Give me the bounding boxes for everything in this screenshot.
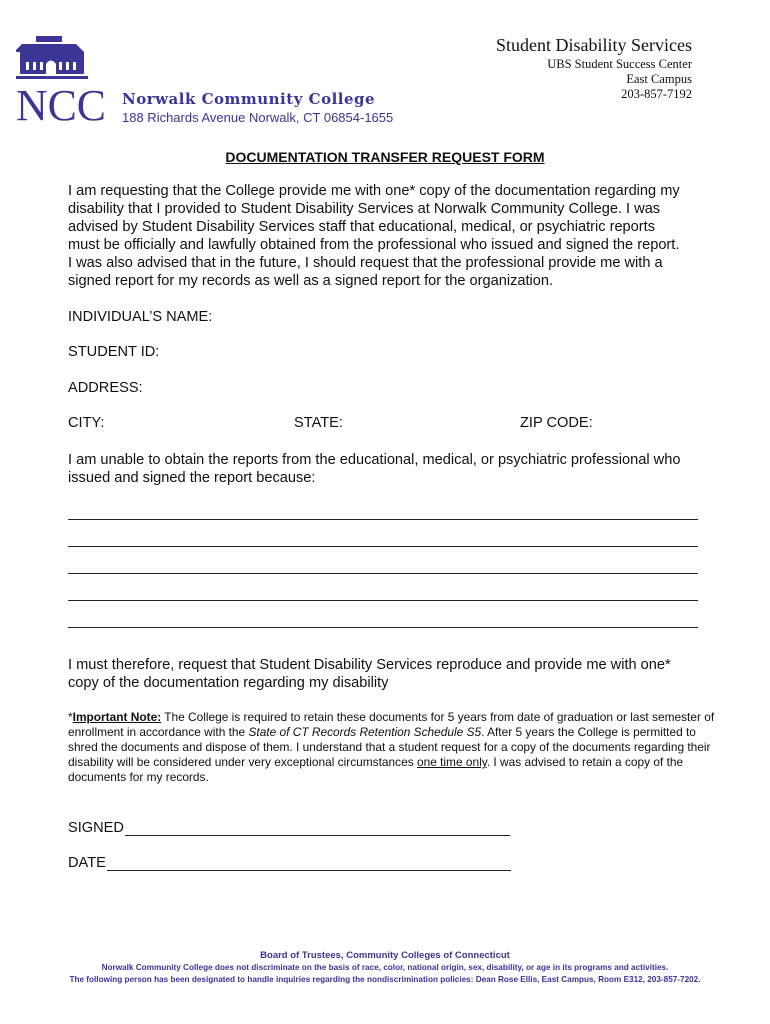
reason-line[interactable] <box>68 573 698 574</box>
note-schedule-reference: State of CT Records Retention Schedule S5 <box>248 725 482 739</box>
note-text: . After 5 years the College is permitted to shred the documents and dispose of them. I understand that a student request for a copy of the documents regarding their disability will be considered under very exceptional circumstances <box>68 725 711 769</box>
note-emphasis: one time only <box>416 755 487 769</box>
date-row <box>68 855 511 871</box>
unable-paragraph <box>68 451 718 487</box>
reason-line[interactable] <box>68 519 698 520</box>
paragraph-line: I am unable to obtain the reports from the educational, medical, or psychiatric professional who <box>68 452 681 468</box>
college-name: Norwalk Community College <box>122 90 376 108</box>
note-label: Important Note: <box>72 710 162 724</box>
reason-line[interactable] <box>68 627 698 628</box>
department-line: UBS Student Success Center <box>547 57 692 71</box>
paragraph-line: disability that I provided to Student Disability Services at Norwalk Community College. I was <box>68 201 661 217</box>
paragraph-line: advised by Student Disability Services staff that educational, medical, or psychiatric reports <box>68 219 656 235</box>
date-line[interactable] <box>107 856 511 871</box>
paragraph-line: I was also advised that in the future, I should request that the professional provide me with a <box>68 255 663 271</box>
department-info <box>547 57 692 102</box>
footer-board: Board of Trustees, Community Colleges of Connecticut <box>260 950 510 961</box>
note-text: . I was advised to retain a copy of the documents for my records. <box>68 755 684 784</box>
logo-text: NCC <box>16 81 106 126</box>
reason-line[interactable] <box>68 546 698 547</box>
college-logo <box>16 34 108 126</box>
department-line: 203-857-7192 <box>621 87 692 101</box>
paragraph-line: must be officially and lawfully obtained from the professional who issued and signed the report. <box>68 237 680 253</box>
signed-label: SIGNED <box>68 820 124 836</box>
student-id-field[interactable]: STUDENT ID: <box>68 344 160 360</box>
individual-name-field[interactable]: INDIVIDUAL’S NAME: <box>68 309 213 325</box>
date-label: DATE <box>68 855 106 871</box>
reason-line[interactable] <box>68 600 698 601</box>
paragraph-line: I am requesting that the College provide me with one* copy of the documentation regarding my <box>68 183 680 199</box>
department-title: Student Disability Services <box>496 35 692 55</box>
address-field[interactable]: ADDRESS: <box>68 380 143 396</box>
footer-nondiscrimination: Norwalk Community College does not discriminate on the basis of race, color, national origin, sex, disability, or age in its programs and activities. <box>101 963 669 972</box>
state-field[interactable]: STATE: <box>294 415 343 431</box>
paragraph-line: signed report for my records as well as a signed report for the organization. <box>68 273 554 289</box>
paragraph-line: copy of the documentation regarding my disability <box>68 675 389 691</box>
signature-line[interactable] <box>125 821 510 836</box>
request-paragraph <box>68 656 718 692</box>
department-line: East Campus <box>626 72 692 86</box>
college-address: 188 Richards Avenue Norwalk, CT 06854-1655 <box>122 110 394 125</box>
note-text: The College is required to retain these documents for 5 years from date of graduation or last semester of enrollment in accordance with the <box>68 710 715 739</box>
zip-code-field[interactable]: ZIP CODE: <box>520 415 593 431</box>
paragraph-line: I must therefore, request that Student Disability Services reproduce and provide me with one* <box>68 657 671 673</box>
city-field[interactable]: CITY: <box>68 415 105 431</box>
paragraph-line: issued and signed the report because: <box>68 470 316 486</box>
footer-inquiries: The following person has been designated to handle inquiries regarding the nondiscrimination policies: Dean Rose Ellis, East Campus, Room E312, 203-857-7202. <box>69 975 701 984</box>
signature-row <box>68 820 510 836</box>
note-asterisk: * <box>68 710 73 724</box>
form-title: DOCUMENTATION TRANSFER REQUEST FORM <box>225 149 545 165</box>
important-note <box>68 710 718 785</box>
intro-paragraph <box>68 182 718 290</box>
